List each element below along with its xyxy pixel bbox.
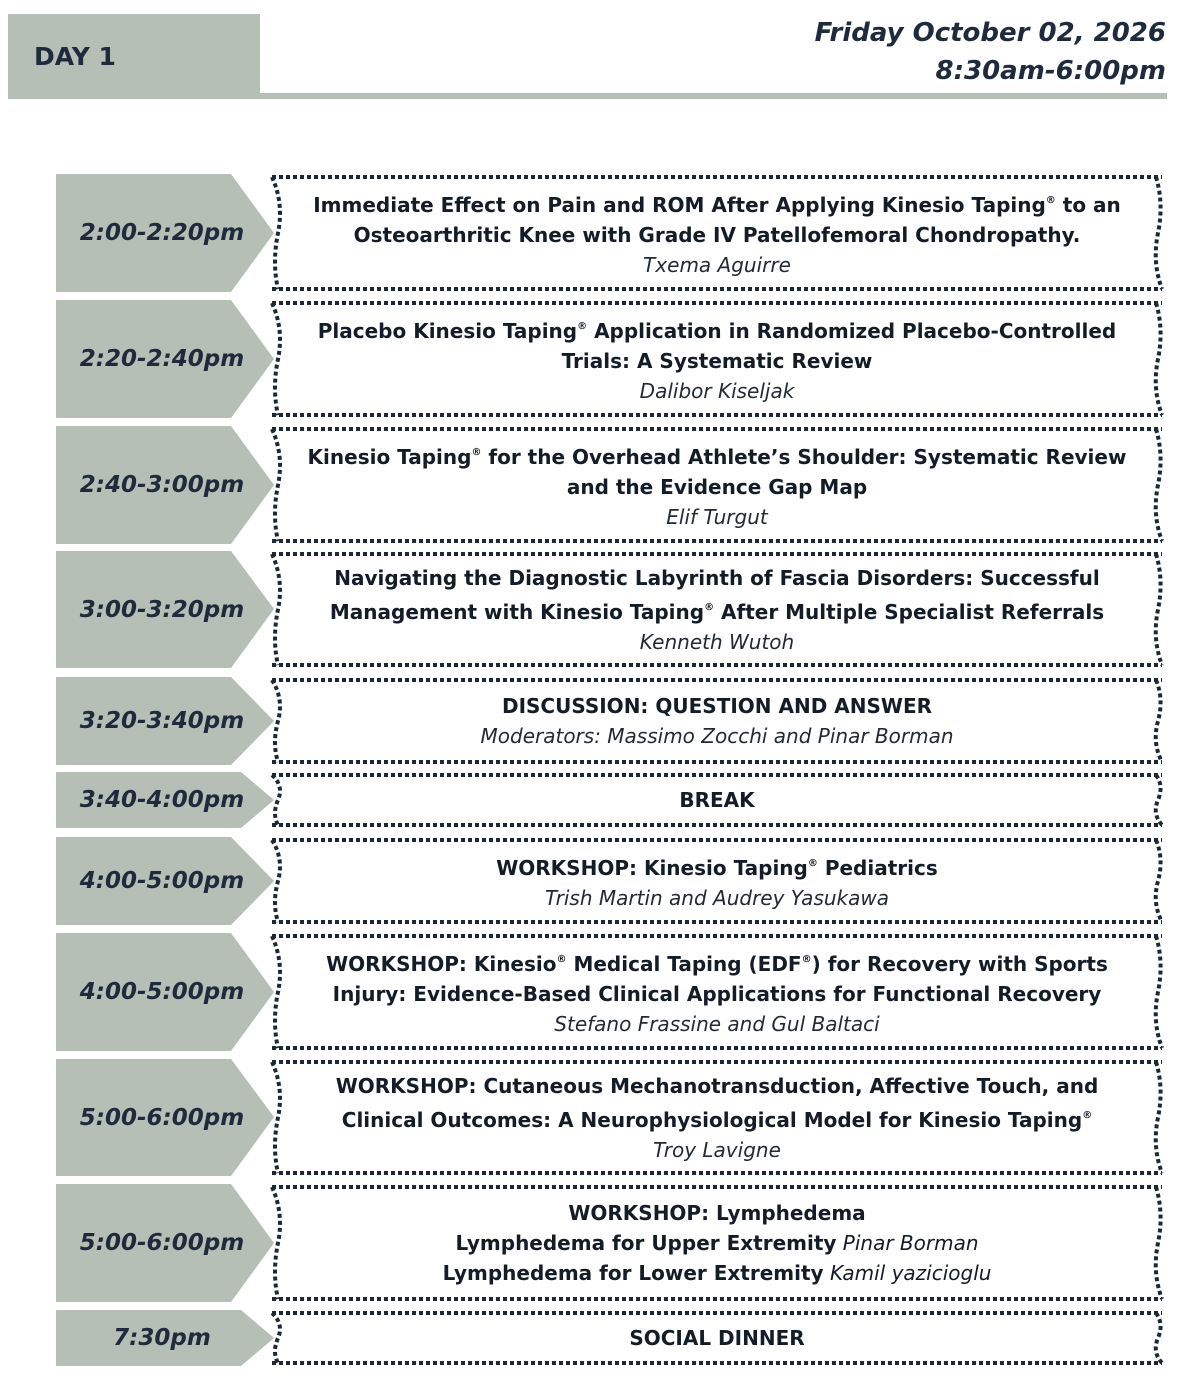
session-title: WORKSHOP: Lymphedema (568, 1201, 866, 1225)
day-badge (8, 14, 260, 98)
session-time: 5:00-6:00pm (79, 1230, 245, 1256)
session-title: SOCIAL DINNER (629, 1326, 805, 1350)
time-block (56, 1310, 274, 1366)
session-card (268, 1184, 1166, 1302)
session-title: WORKSHOP: Kinesio Taping® Pediatrics (496, 856, 938, 880)
session-card (268, 837, 1166, 925)
session-card (268, 551, 1166, 668)
time-block (56, 837, 274, 925)
session-card (268, 772, 1166, 828)
session-speaker: Dalibor Kiseljak (639, 379, 795, 403)
session-card (268, 300, 1166, 418)
session-title: WORKSHOP: Cutaneous Mechanotransduction, Affective Touch, and Clinical Outcomes: A Neurophysiological Model for Kinesio Taping® (335, 1073, 1099, 1132)
hours-text: 8:30am-6:00pm (935, 56, 1166, 86)
time-block (56, 1059, 274, 1176)
session-speaker: Stefano Frassine and Gul Baltaci (554, 1012, 880, 1036)
session-speaker: Kenneth Wutoh (639, 629, 795, 654)
session-title: BREAK (679, 788, 755, 812)
session-row (56, 837, 1166, 925)
session-title: DISCUSSION: QUESTION AND ANSWER (501, 694, 933, 718)
session-title: WORKSHOP: Kinesio® Medical Taping (EDF®) for Recovery with Sports Injury: Evidence-Based Clinical Applications for Functional Recovery (326, 952, 1108, 1006)
session-card (268, 933, 1166, 1051)
session-speaker: Trish Martin and Audrey Yasukawa (544, 886, 889, 910)
session-speaker: Txema Aguirre (643, 253, 791, 277)
session-time: 3:20-3:40pm (79, 708, 245, 734)
time-block (56, 300, 274, 418)
time-block (56, 677, 274, 765)
session-title: Immediate Effect on Pain and ROM After Applying Kinesio Taping® to an Osteoarthritic Knee with Grade IV Patellofemoral Chondropathy. (313, 193, 1121, 247)
session-row (56, 1059, 1166, 1176)
time-block (56, 551, 274, 668)
session-title: Kinesio Taping® for the Overhead Athlete’s Shoulder: Systematic Review and the Evidence Gap Map (307, 445, 1127, 499)
session-time: 4:00-5:00pm (79, 979, 245, 1005)
session-time: 7:30pm (113, 1325, 211, 1351)
session-card (268, 1059, 1166, 1176)
session-row (56, 772, 1166, 828)
session-time: 3:00-3:20pm (79, 596, 245, 623)
session-card (268, 426, 1166, 544)
session-time: 4:00-5:00pm (79, 868, 245, 894)
event-date (815, 14, 1166, 90)
session-card (268, 1310, 1166, 1366)
date-text: Friday October 02, 2026 (814, 18, 1166, 48)
session-time: 2:00-2:20pm (79, 220, 245, 246)
session-row (56, 1184, 1166, 1302)
session-row (56, 300, 1166, 418)
session-row (56, 174, 1166, 292)
session-time: 2:20-2:40pm (79, 346, 245, 372)
time-block (56, 933, 274, 1051)
time-block (56, 174, 274, 292)
session-row (56, 426, 1166, 544)
time-block (56, 426, 274, 544)
session-title: Placebo Kinesio Taping® Application in Randomized Placebo-Controlled Trials: A Systematic Review (317, 319, 1117, 373)
session-card (268, 677, 1166, 765)
session-row (56, 551, 1166, 668)
session-time: 5:00-6:00pm (79, 1104, 245, 1131)
session-subline: Lymphedema for Upper Extremity Pinar Borman (455, 1231, 979, 1255)
time-block (56, 1184, 274, 1302)
session-speaker: Elif Turgut (666, 505, 768, 529)
session-card (268, 174, 1166, 292)
header-rule (8, 93, 1167, 99)
session-row (56, 1310, 1166, 1366)
day-label: DAY 1 (34, 41, 116, 71)
session-speaker: Moderators: Massimo Zocchi and Pinar Borman (480, 724, 954, 748)
time-block (56, 772, 274, 828)
session-speaker: Troy Lavigne (653, 1137, 781, 1162)
session-time: 3:40-4:00pm (79, 787, 245, 813)
session-row (56, 933, 1166, 1051)
session-row (56, 677, 1166, 765)
session-title: Navigating the Diagnostic Labyrinth of Fascia Disorders: Successful Management with Kinesio Taping® After Multiple Specialist Referrals (329, 565, 1105, 624)
session-time: 2:40-3:00pm (79, 472, 245, 498)
session-subline: Lymphedema for Lower Extremity Kamil yazicioglu (442, 1261, 992, 1285)
